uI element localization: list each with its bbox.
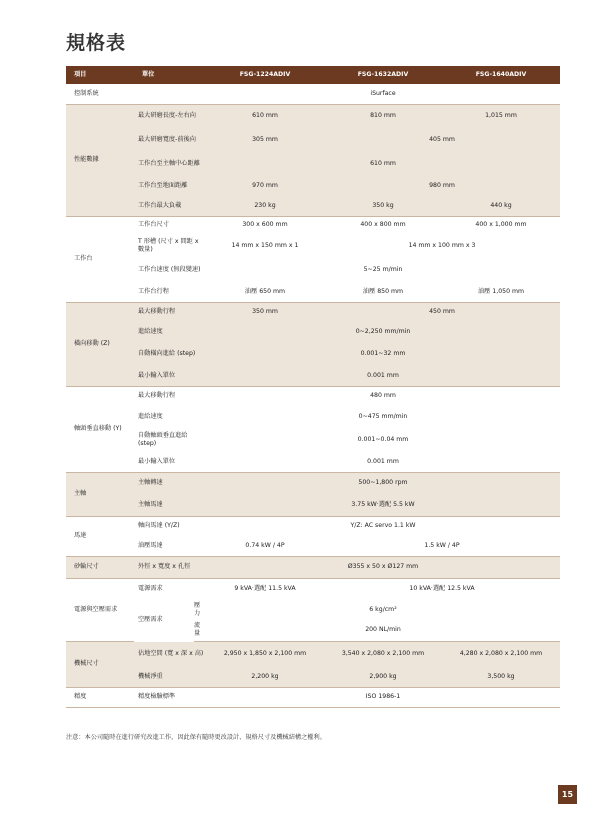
table-row: 最小輸入單位 0.001 mm xyxy=(66,366,560,386)
table-row: 軸頭垂直移動 (Y) 最大移動行程 480 mm xyxy=(66,386,560,406)
header-model-2: FSG-1632ADIV xyxy=(324,66,442,84)
header-item: 項目 xyxy=(66,66,134,84)
page-title: 規格表 xyxy=(66,32,127,54)
table-row: 進給速度 0~475 mm/min xyxy=(66,406,560,428)
table-row: 流量 200 NL/min xyxy=(66,620,560,641)
category-headmove: 軸頭垂直移動 (Y) xyxy=(66,386,134,472)
table-row: 精度 精度檢驗標準 ISO 1986-1 xyxy=(66,687,560,707)
category-performance: 性能數據 xyxy=(66,104,134,216)
table-row: 自動軸頭垂直進給 (step) 0.001~0.04 mm xyxy=(66,428,560,452)
table-row: 工作台最大負載 230 kg 350 kg 440 kg xyxy=(66,196,560,216)
table-row: 機械淨重 2,200 kg 2,900 kg 3,500 kg xyxy=(66,667,560,687)
control-value: iSurface xyxy=(206,84,560,104)
table-row: 砂輪尺寸 外徑 x 寬度 x 孔徑 Ø355 x 50 x Ø127 mm xyxy=(66,556,560,578)
table-row: 工作台 工作台尺寸 300 x 600 mm 400 x 800 mm 400 x 1,000 mm xyxy=(66,216,560,234)
table-row: 工作台至地面距離 970 mm 980 mm xyxy=(66,176,560,196)
table-row: 電源與空壓需求 電源需求 9 kVA‧選配 11.5 kVA 10 kVA‧選配 12.5 kVA xyxy=(66,578,560,599)
category-control: 控制系統 xyxy=(66,84,134,104)
table-header-row xyxy=(66,66,560,84)
category-table: 工作台 xyxy=(66,216,134,302)
table-row: 最大研磨寬度-前後向 305 mm 405 mm xyxy=(66,128,560,152)
table-row: 橫向移動 (Z) 最大移動行程 350 mm 450 mm xyxy=(66,302,560,322)
header-unit: 單位 xyxy=(134,66,206,84)
table-row: T 形槽 (尺寸 x 間距 x 數量) 14 mm x 150 mm x 1 14 mm x 100 mm x 3 xyxy=(66,234,560,258)
table-row xyxy=(66,84,560,104)
table-row: 最小輸入單位 0.001 mm xyxy=(66,452,560,472)
table-row: 進給速度 0~2,250 mm/min xyxy=(66,322,560,342)
header-model-3: FSG-1640ADIV xyxy=(442,66,560,84)
table-row: 工作台至主軸中心距離 610 mm xyxy=(66,152,560,176)
spec-table xyxy=(66,66,560,708)
table-row: 空壓需求 壓力 6 kg/cm² xyxy=(66,599,560,620)
table-row: 機械尺寸 佔地空間 (寬 x 深 x 高) 2,950 x 1,850 x 2,100 mm 3,540 x 2,080 x 2,100 mm 4,280 x 2,080 x 2,100 mm xyxy=(66,641,560,667)
table-row: 工作台速度 (無段變速) 5~25 m/min xyxy=(66,258,560,282)
category-vertical: 橫向移動 (Z) xyxy=(66,302,134,386)
category-wheel: 砂輪尺寸 xyxy=(66,556,134,578)
table-row: 主軸馬達 3.75 kW‧選配 5.5 kW xyxy=(66,494,560,516)
table-row: 馬達 軸向馬達 (Y/Z) Y/Z: AC servo 1.1 kW xyxy=(66,516,560,536)
page-number-badge: 15 xyxy=(558,785,577,804)
table-row: 自動橫向進給 (step) 0.001~32 mm xyxy=(66,342,560,366)
disclaimer-note: 注意：本公司隨時在進行研究改進工作，因此保有隨時更改設計、規格尺寸及機械結構之權利。 xyxy=(66,734,326,741)
table-row: 工作台行程 油壓 650 mm 油壓 850 mm 油壓 1,050 mm xyxy=(66,282,560,302)
header-model-1: FSG-1224ADIV xyxy=(206,66,324,84)
category-spindle: 主軸 xyxy=(66,472,134,516)
category-motor: 馬達 xyxy=(66,516,134,556)
table-row: 主軸 主軸轉速 500~1,800 rpm xyxy=(66,472,560,494)
table-row: 油壓馬達 0.74 kW / 4P 1.5 kW / 4P xyxy=(66,536,560,556)
category-accuracy: 精度 xyxy=(66,687,134,707)
category-power: 電源與空壓需求 xyxy=(66,578,134,641)
table-row: 性能數據 最大研磨長度-左右向 610 mm 810 mm 1,015 mm xyxy=(66,104,560,128)
category-machine: 機械尺寸 xyxy=(66,641,134,687)
